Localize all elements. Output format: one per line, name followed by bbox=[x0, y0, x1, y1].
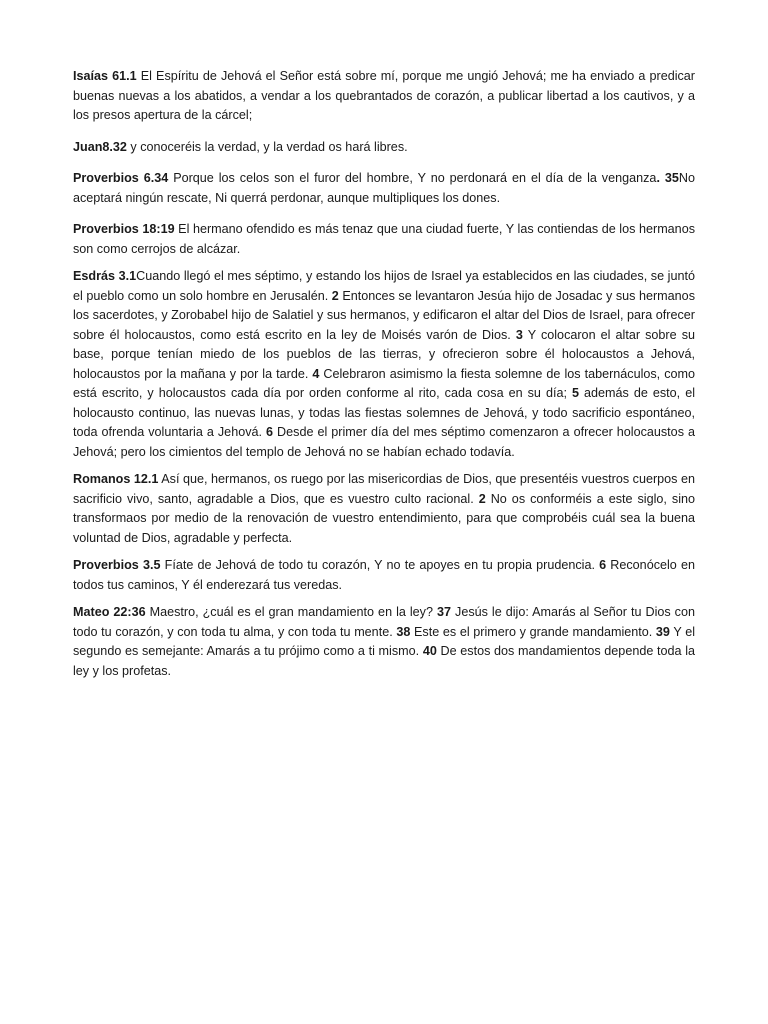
passage-juan bbox=[73, 138, 695, 158]
verse-number: 39 bbox=[655, 624, 670, 639]
verse-number: 38 bbox=[396, 624, 411, 639]
verse-reference: Juan8.32 bbox=[73, 139, 127, 154]
verse-text: Celebraron asimismo la fiesta solemne de los tabernáculos, como está escrito, y holocaustos cada día por orden conforme al rito, cada cosa en su día; bbox=[73, 366, 695, 400]
verse-number: 2 bbox=[478, 491, 486, 506]
verse-reference: Proverbios 6.34 bbox=[73, 171, 169, 185]
verse-reference: Mateo 22:36 bbox=[73, 605, 146, 619]
verse-text: Desde el primer día del mes séptimo comenzaron a ofrecer holocaustos a Jehová; pero los cimientos del templo de Jehová no se habían echado todavía. bbox=[73, 425, 696, 459]
verse-reference: Isaías 61.1 bbox=[73, 69, 137, 83]
verse-reference: Romanos 12.1 bbox=[73, 472, 159, 486]
verse-text: Así que, hermanos, os ruego por las misericordias de Dios, que presentéis vuestros cuerpos en sacrificio vivo, santo, agradable a Dios, que es vuestro culto racional. bbox=[73, 472, 695, 506]
passage-isaias bbox=[73, 67, 695, 126]
verse-text: Y el segundo es semejante: Amarás a tu prójimo como a ti mismo. bbox=[73, 624, 695, 658]
verse-number: 3 bbox=[515, 327, 523, 342]
verse-number: 40 bbox=[422, 644, 437, 658]
verse-number: 4 bbox=[312, 366, 320, 381]
verse-number: 6 bbox=[599, 558, 607, 572]
verse-number: 5 bbox=[571, 386, 579, 400]
verse-number: 6 bbox=[266, 425, 274, 439]
passage-romanos bbox=[73, 470, 695, 548]
verse-text: Y colocaron el altar sobre su base, porque tenían miedo de los pueblos de las tierras, y ofrecieron sobre él holocaustos a Jehová, holocaustos por la mañana y por la tarde. bbox=[73, 327, 695, 381]
verse-text: Porque los celos son el furor del hombre, Y no perdonará en el día de la venganza bbox=[168, 171, 657, 185]
verse-number: . bbox=[656, 171, 660, 185]
verse-text: Cuando llegó el mes séptimo, y estando los hijos de Israel ya establecidos en las ciudades, se juntó el pueblo como un solo hombre en Jerusalén. bbox=[73, 269, 695, 303]
verse-text: Reconócelo en todos tus caminos, Y él enderezará tus veredas. bbox=[73, 558, 695, 592]
verse-text: De estos dos mandamientos depende toda la ley y los profetas. bbox=[73, 644, 695, 678]
passage-proverbios-6 bbox=[73, 169, 695, 208]
verse-text: Jesús le dijo: Amarás al Señor tu Dios con todo tu corazón, y con toda tu alma, y con toda tu mente. bbox=[73, 605, 695, 639]
passage-proverbios-3 bbox=[73, 556, 695, 595]
verse-text: Entonces se levantaron Jesúa hijo de Josadac y sus hermanos los sacerdotes, y Zorobabel hijo de Salatiel y sus hermanos, y edificaron el altar del Dios de Israel, para ofrecer sobre él holocaustos, como está escrito en la ley de Moisés varón de Dios. bbox=[73, 288, 695, 342]
passage-proverbios-18 bbox=[73, 220, 695, 259]
document-page bbox=[73, 67, 695, 681]
passage-mateo bbox=[73, 603, 695, 681]
verse-number: 37 bbox=[437, 605, 452, 619]
verse-text: No os conforméis a este siglo, sino transformaos por medio de la renovación de vuestro entendimiento, para que comprobéis cuál sea la buena voluntad de Dios, agradable y perfecta. bbox=[73, 491, 696, 545]
verse-text: El hermano ofendido es más tenaz que una ciudad fuerte, Y las contiendas de los hermanos son como cerrojos de alcázar. bbox=[73, 222, 695, 256]
verse-text: El Espíritu de Jehová el Señor está sobre mí, porque me ungió Jehová; me ha enviado a predicar buenas nuevas a los abatidos, a vendar a los quebrantados de corazón, a publicar libertad a los cautivos, y a los presos apertura de la cárcel; bbox=[73, 69, 695, 122]
verse-text: Este es el primero y grande mandamiento. bbox=[410, 624, 656, 639]
verse-reference: Proverbios 3.5 bbox=[73, 558, 161, 572]
passage-esdras bbox=[73, 267, 695, 462]
verse-text: además de esto, el holocausto continuo, las nuevas lunas, y todas las fiestas solemnes de Jehová, y todo sacrificio espontáneo, toda ofrenda voluntaria a Jehová. bbox=[73, 386, 695, 439]
verse-number: 35 bbox=[664, 171, 679, 185]
verse-number: 2 bbox=[331, 288, 339, 303]
verse-text: Maestro, ¿cuál es el gran mandamiento en la ley? bbox=[145, 605, 437, 619]
verse-reference: Proverbios 18:19 bbox=[73, 222, 175, 236]
verse-text: No aceptará ningún rescate, Ni querrá perdonar, aunque multipliques los dones. bbox=[73, 171, 696, 205]
verse-text: y conoceréis la verdad, y la verdad os hará libres. bbox=[126, 139, 408, 154]
verse-text: Fíate de Jehová de todo tu corazón, Y no te apoyes en tu propia prudencia. bbox=[160, 558, 600, 572]
verse-reference: Esdrás 3.1 bbox=[73, 269, 137, 283]
